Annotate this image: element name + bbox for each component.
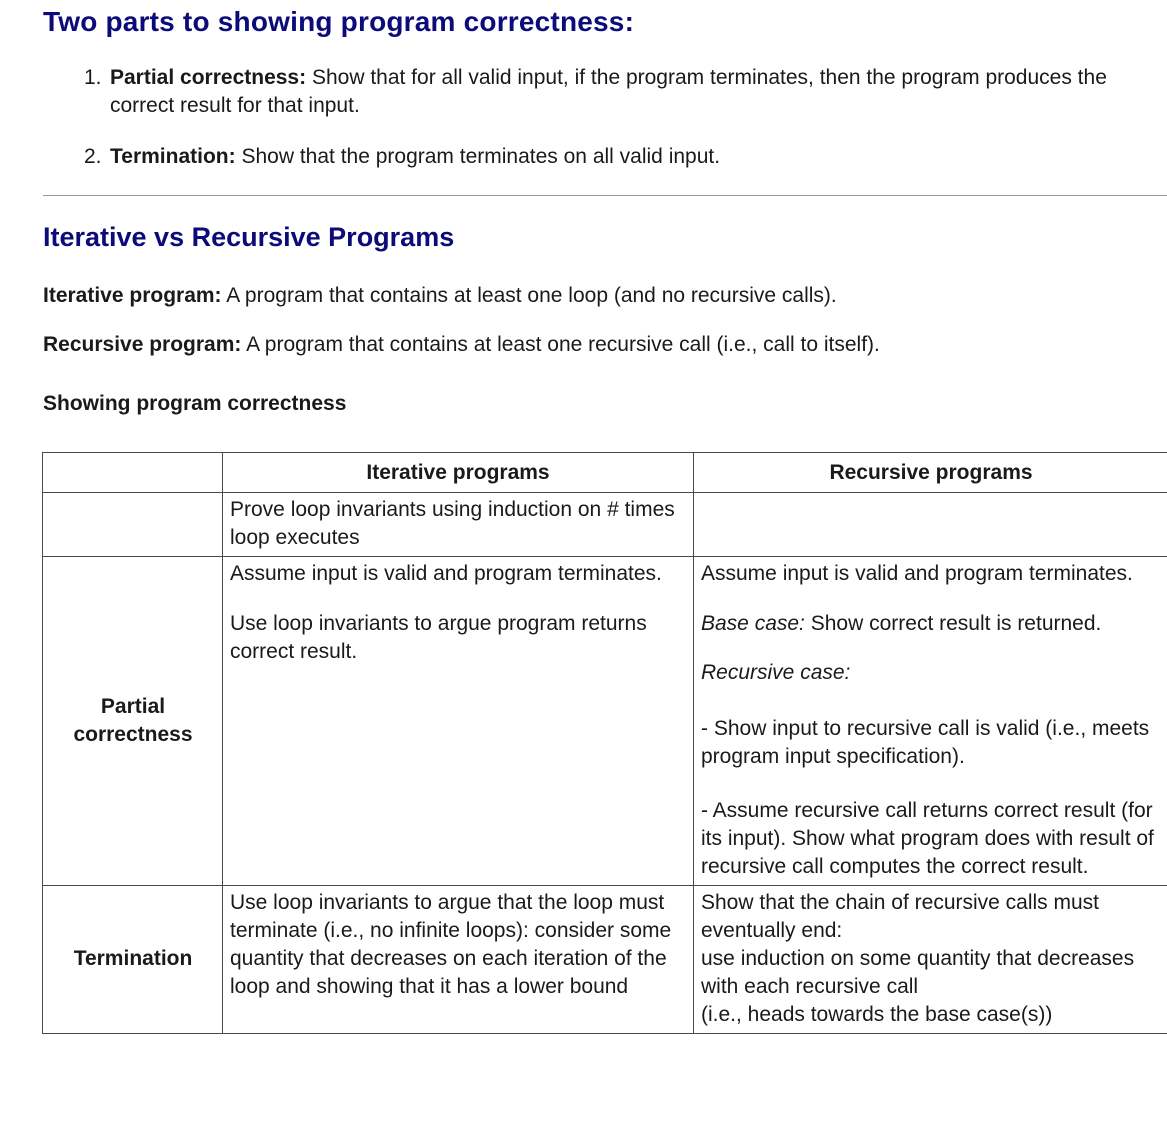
cell-recursive: [694, 493, 1167, 557]
row-label-termination: Termination: [43, 886, 223, 1034]
header-cell-iterative: Iterative programs: [223, 453, 694, 493]
cell-recursive: [694, 557, 1167, 886]
list-term: Termination:: [110, 145, 236, 168]
cell-line: (i.e., heads towards the base case(s)): [701, 1003, 1053, 1026]
cell-paragraph: - Assume recursive call returns correct result (for its input). Show what program does with result of recursive call computes the correct result.: [701, 799, 1154, 878]
cell-paragraph: - Show input to recursive call is valid (i.e., meets program input specification).: [701, 717, 1150, 768]
cell-recursive: [694, 886, 1167, 1034]
cell-paragraph: Use loop invariants to argue program returns correct result.: [230, 612, 647, 663]
section-divider: [43, 195, 1167, 196]
cell-paragraph: Assume input is valid and program terminates.: [230, 562, 662, 585]
list-item: [84, 64, 1154, 120]
cell-paragraph: Assume input is valid and program terminates.: [701, 562, 1133, 585]
table-row: [43, 493, 1167, 557]
definition-term: Iterative program:: [43, 284, 222, 307]
recursive-case-label: [701, 659, 1162, 687]
header-cell-blank: [43, 453, 223, 493]
subsection-title: Showing program correctness: [43, 392, 347, 415]
table-row: [43, 886, 1167, 1034]
base-case-text: Show correct result is returned.: [810, 612, 1102, 635]
section-title-iterative-vs-recursive: Iterative vs Recursive Programs: [43, 222, 455, 252]
base-case-label: Base case:: [701, 612, 805, 635]
list-text: Show that the program terminates on all valid input.: [241, 145, 721, 168]
cell-iterative: Use loop invariants to argue that the loop must terminate (i.e., no infinite loops): consider some quantity that decreases on each iteration of the loop and showing that it has a lower bound: [223, 886, 694, 1034]
definition-term: Recursive program:: [43, 333, 242, 356]
cell-iterative: [223, 557, 694, 886]
comparison-table: [42, 452, 1167, 1034]
definition-text: A program that contains at least one loop (and no recursive calls).: [226, 284, 837, 307]
recursive-case-label-text: Recursive case:: [701, 661, 851, 684]
cell-line: use induction on some quantity that decreases with each recursive call: [701, 947, 1135, 998]
cell-iterative: Prove loop invariants using induction on # times loop executes: [223, 493, 694, 557]
definition-text: A program that contains at least one recursive call (i.e., call to itself).: [246, 333, 880, 356]
definition-iterative: [43, 282, 837, 310]
header-cell-recursive: Recursive programs: [694, 453, 1167, 493]
list-item: [84, 143, 1154, 171]
cell-line: Show that the chain of recursive calls must eventually end:: [701, 891, 1100, 942]
correctness-parts-list: [84, 64, 1154, 171]
row-label-partial-correctness: Partial correctness: [43, 557, 223, 886]
list-number: 2.: [84, 145, 102, 168]
list-term: Partial correctness:: [110, 66, 307, 89]
base-case-paragraph: [701, 610, 1162, 638]
section-title-correctness: Two parts to showing program correctness:: [43, 6, 635, 37]
table-row: [43, 557, 1167, 886]
list-number: 1.: [84, 66, 102, 89]
list-text: Show that for all valid input, if the program terminates, then the program produces the correct result for that input.: [110, 66, 1107, 117]
table-header-row: [43, 453, 1167, 493]
row-label-blank: [43, 493, 223, 557]
definition-recursive: [43, 331, 880, 359]
